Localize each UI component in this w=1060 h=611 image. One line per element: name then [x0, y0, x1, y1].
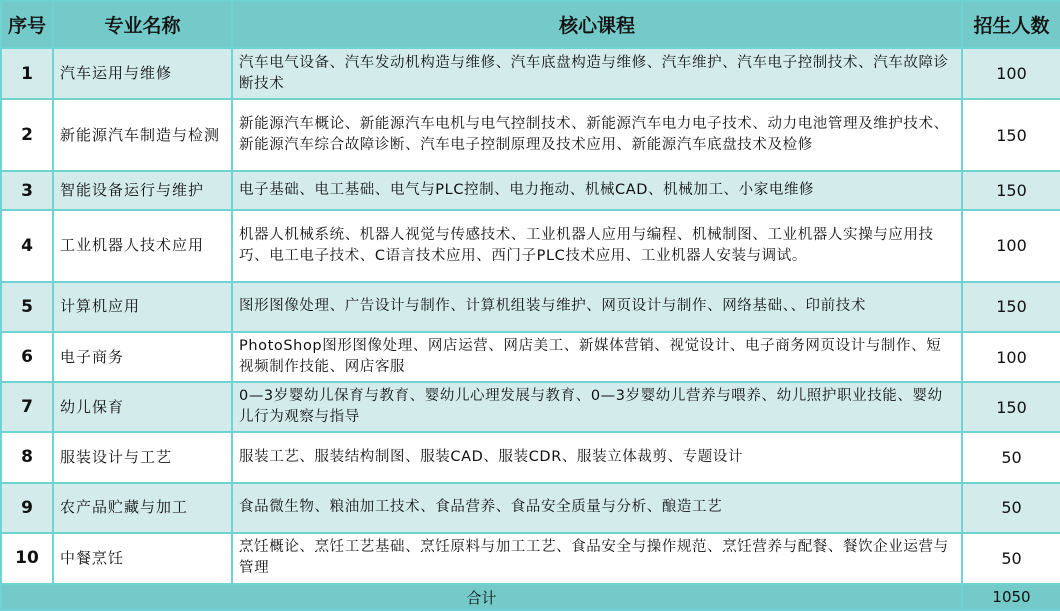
row-courses: 汽车电气设备、汽车发动机构造与维修、汽车底盘构造与维修、汽车维护、汽车电子控制技术、汽车故障诊断技术 — [232, 48, 962, 99]
table-row — [1, 210, 1060, 282]
row-courses: 机器人机械系统、机器人视觉与传感技术、工业机器人应用与编程、机械制图、工业机器人实操与应用技巧、电工电子技术、C语言技术应用、西门子PLC技术应用、工业机器人安装与调试。 — [232, 210, 962, 282]
row-enrollment: 50 — [962, 432, 1060, 482]
row-major: 中餐烹饪 — [53, 533, 232, 584]
header-enrollment: 招生人数 — [962, 1, 1060, 48]
row-index: 4 — [1, 210, 53, 282]
table-row — [1, 382, 1060, 432]
row-index: 3 — [1, 171, 53, 209]
row-major: 智能设备运行与维护 — [53, 171, 232, 209]
row-enrollment: 150 — [962, 99, 1060, 171]
row-enrollment: 100 — [962, 48, 1060, 99]
row-courses: PhotoShop图形图像处理、网店运营、网店美工、新媒体营销、视觉设计、电子商务网页设计与制作、短视频制作技能、网店客服 — [232, 332, 962, 382]
header-courses: 核心课程 — [232, 1, 962, 48]
header-major: 专业名称 — [53, 1, 232, 48]
row-major: 农产品贮藏与加工 — [53, 483, 232, 533]
row-index: 2 — [1, 99, 53, 171]
table-row — [1, 48, 1060, 99]
row-major: 服装设计与工艺 — [53, 432, 232, 482]
header-row — [1, 1, 1060, 48]
row-index: 8 — [1, 432, 53, 482]
row-courses: 食品微生物、粮油加工技术、食品营养、食品安全质量与分析、酿造工艺 — [232, 483, 962, 533]
row-major: 工业机器人技术应用 — [53, 210, 232, 282]
row-enrollment: 50 — [962, 483, 1060, 533]
table-row — [1, 99, 1060, 171]
row-major: 电子商务 — [53, 332, 232, 382]
row-index: 1 — [1, 48, 53, 99]
row-major: 幼儿保育 — [53, 382, 232, 432]
row-major: 汽车运用与维修 — [53, 48, 232, 99]
row-index: 9 — [1, 483, 53, 533]
table-row — [1, 432, 1060, 482]
row-courses: 烹饪概论、烹饪工艺基础、烹饪原料与加工工艺、食品安全与操作规范、烹饪营养与配餐、餐饮企业运营与管理 — [232, 533, 962, 584]
table-row — [1, 171, 1060, 209]
row-courses: 图形图像处理、广告设计与制作、计算机组装与维护、网页设计与制作、网络基础、、印前技术 — [232, 282, 962, 332]
table-row — [1, 533, 1060, 584]
row-enrollment: 150 — [962, 382, 1060, 432]
row-index: 10 — [1, 533, 53, 584]
row-enrollment: 150 — [962, 282, 1060, 332]
row-enrollment: 100 — [962, 210, 1060, 282]
row-index: 7 — [1, 382, 53, 432]
row-enrollment: 100 — [962, 332, 1060, 382]
table-row — [1, 483, 1060, 533]
row-index: 6 — [1, 332, 53, 382]
row-courses: 0—3岁婴幼儿保育与教育、婴幼儿心理发展与教育、0—3岁婴幼儿营养与喂养、幼儿照护职业技能、婴幼儿行为观察与指导 — [232, 382, 962, 432]
row-courses: 新能源汽车概论、新能源汽车电机与电气控制技术、新能源汽车电力电子技术、动力电池管理及维护技术、新能源汽车综合故障诊断、汽车电子控制原理及技术应用、新能源汽车底盘技术及检修 — [232, 99, 962, 171]
total-row — [1, 584, 1060, 610]
row-major: 新能源汽车制造与检测 — [53, 99, 232, 171]
row-enrollment: 50 — [962, 533, 1060, 584]
row-enrollment: 150 — [962, 171, 1060, 209]
header-index: 序号 — [1, 1, 53, 48]
total-value: 1050 — [962, 584, 1060, 610]
table-row — [1, 332, 1060, 382]
row-major: 计算机应用 — [53, 282, 232, 332]
row-courses: 服装工艺、服装结构制图、服装CAD、服装CDR、服装立体裁剪、专题设计 — [232, 432, 962, 482]
row-index: 5 — [1, 282, 53, 332]
row-courses: 电子基础、电工基础、电气与PLC控制、电力拖动、机械CAD、机械加工、小家电维修 — [232, 171, 962, 209]
table-row — [1, 282, 1060, 332]
total-label: 合计 — [1, 584, 962, 610]
